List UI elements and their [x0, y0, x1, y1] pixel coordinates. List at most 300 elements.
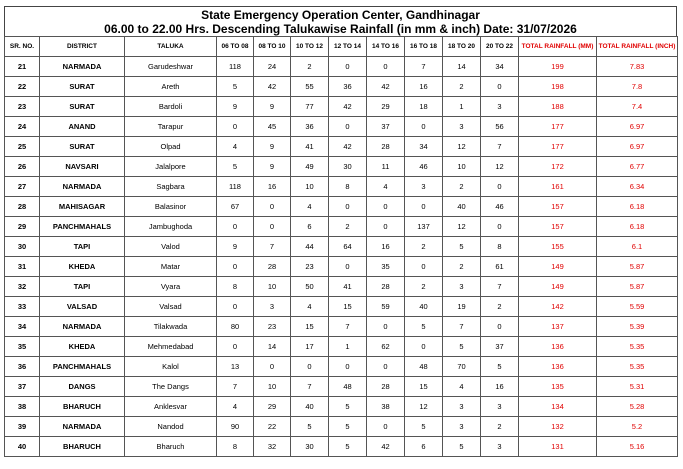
12-to-14-cell: 0: [329, 257, 367, 277]
10-to-12-cell: 41: [291, 137, 329, 157]
col-header-total-inch: TOTAL RAINFALL (INCH): [597, 37, 678, 57]
20-to-22-cell: 0: [481, 217, 519, 237]
10-to-12-cell: 50: [291, 277, 329, 297]
06-to-08-cell: 7: [217, 377, 254, 397]
col-header-taluka: TALUKA: [125, 37, 217, 57]
20-to-22-cell: 3: [481, 397, 519, 417]
taluka-cell: Anklesvar: [125, 397, 217, 417]
16-to-18-cell: 40: [405, 297, 443, 317]
table-row: [5, 337, 678, 357]
total-mm-cell: 136: [519, 357, 597, 377]
06-to-08-cell: 5: [217, 157, 254, 177]
08-to-10-cell: 0: [254, 217, 291, 237]
08-to-10-cell: 10: [254, 377, 291, 397]
10-to-12-cell: 7: [291, 377, 329, 397]
district-cell: DANGS: [40, 377, 125, 397]
18-to-20-cell: 5: [443, 337, 481, 357]
table-body: [5, 57, 678, 457]
20-to-22-cell: 61: [481, 257, 519, 277]
18-to-20-cell: 1: [443, 97, 481, 117]
total-mm-cell: 157: [519, 217, 597, 237]
08-to-10-cell: 22: [254, 417, 291, 437]
taluka-cell: Vyara: [125, 277, 217, 297]
14-to-16-cell: 11: [367, 157, 405, 177]
taluka-cell: Balasinor: [125, 197, 217, 217]
table-row: [5, 377, 678, 397]
20-to-22-cell: 5: [481, 357, 519, 377]
14-to-16-cell: 37: [367, 117, 405, 137]
06-to-08-cell: 13: [217, 357, 254, 377]
10-to-12-cell: 10: [291, 177, 329, 197]
total-mm-cell: 199: [519, 57, 597, 77]
table-row: [5, 437, 678, 457]
table-row: [5, 217, 678, 237]
16-to-18-cell: 6: [405, 437, 443, 457]
total-inch-cell: 5.35: [597, 357, 678, 377]
total-mm-cell: 134: [519, 397, 597, 417]
08-to-10-cell: 0: [254, 197, 291, 217]
district-cell: NARMADA: [40, 177, 125, 197]
14-to-16-cell: 4: [367, 177, 405, 197]
14-to-16-cell: 29: [367, 97, 405, 117]
taluka-cell: Bharuch: [125, 437, 217, 457]
table-row: [5, 357, 678, 377]
rainfall-report: [4, 6, 677, 457]
district-cell: BHARUCH: [40, 397, 125, 417]
district-cell: MAHISAGAR: [40, 197, 125, 217]
sr-no-cell: 40: [5, 437, 40, 457]
20-to-22-cell: 7: [481, 277, 519, 297]
12-to-14-cell: 2: [329, 217, 367, 237]
col-header-08-to-10: 08 TO 10: [254, 37, 291, 57]
total-mm-cell: 177: [519, 117, 597, 137]
18-to-20-cell: 3: [443, 397, 481, 417]
20-to-22-cell: 34: [481, 57, 519, 77]
total-mm-cell: 137: [519, 317, 597, 337]
taluka-cell: Nandod: [125, 417, 217, 437]
taluka-cell: Jambughoda: [125, 217, 217, 237]
16-to-18-cell: 3: [405, 177, 443, 197]
08-to-10-cell: 28: [254, 257, 291, 277]
total-inch-cell: 6.97: [597, 117, 678, 137]
sr-no-cell: 23: [5, 97, 40, 117]
taluka-cell: Olpad: [125, 137, 217, 157]
12-to-14-cell: 30: [329, 157, 367, 177]
06-to-08-cell: 0: [217, 117, 254, 137]
taluka-cell: Kalol: [125, 357, 217, 377]
12-to-14-cell: 5: [329, 437, 367, 457]
18-to-20-cell: 40: [443, 197, 481, 217]
08-to-10-cell: 10: [254, 277, 291, 297]
report-header: [4, 6, 677, 36]
sr-no-cell: 34: [5, 317, 40, 337]
total-inch-cell: 6.97: [597, 137, 678, 157]
18-to-20-cell: 4: [443, 377, 481, 397]
10-to-12-cell: 36: [291, 117, 329, 137]
report-subtitle: 06.00 to 22.00 Hrs. Descending Talukawise Rainfall (in mm & inch) Date: 31/07/2026: [104, 22, 577, 36]
12-to-14-cell: 0: [329, 117, 367, 137]
total-mm-cell: 149: [519, 277, 597, 297]
06-to-08-cell: 9: [217, 97, 254, 117]
08-to-10-cell: 7: [254, 237, 291, 257]
18-to-20-cell: 5: [443, 437, 481, 457]
table-row: [5, 117, 678, 137]
16-to-18-cell: 2: [405, 277, 443, 297]
18-to-20-cell: 2: [443, 177, 481, 197]
20-to-22-cell: 0: [481, 77, 519, 97]
sr-no-cell: 37: [5, 377, 40, 397]
10-to-12-cell: 23: [291, 257, 329, 277]
06-to-08-cell: 118: [217, 57, 254, 77]
taluka-cell: Sagbara: [125, 177, 217, 197]
total-mm-cell: 161: [519, 177, 597, 197]
20-to-22-cell: 7: [481, 137, 519, 157]
col-header-district: DISTRICT: [40, 37, 125, 57]
col-header-14-to-16: 14 TO 16: [367, 37, 405, 57]
12-to-14-cell: 1: [329, 337, 367, 357]
district-cell: TAPI: [40, 277, 125, 297]
14-to-16-cell: 0: [367, 217, 405, 237]
14-to-16-cell: 42: [367, 437, 405, 457]
10-to-12-cell: 55: [291, 77, 329, 97]
10-to-12-cell: 4: [291, 297, 329, 317]
14-to-16-cell: 28: [367, 277, 405, 297]
14-to-16-cell: 35: [367, 257, 405, 277]
district-cell: NARMADA: [40, 57, 125, 77]
18-to-20-cell: 5: [443, 237, 481, 257]
table-row: [5, 77, 678, 97]
total-mm-cell: 198: [519, 77, 597, 97]
sr-no-cell: 31: [5, 257, 40, 277]
total-inch-cell: 7.83: [597, 57, 678, 77]
18-to-20-cell: 14: [443, 57, 481, 77]
district-cell: KHEDA: [40, 257, 125, 277]
06-to-08-cell: 4: [217, 397, 254, 417]
18-to-20-cell: 2: [443, 257, 481, 277]
14-to-16-cell: 38: [367, 397, 405, 417]
10-to-12-cell: 4: [291, 197, 329, 217]
report-title: State Emergency Operation Center, Gandhinagar: [201, 8, 480, 22]
14-to-16-cell: 28: [367, 377, 405, 397]
08-to-10-cell: 9: [254, 157, 291, 177]
table-row: [5, 177, 678, 197]
col-header-06-to-08: 06 TO 08: [217, 37, 254, 57]
16-to-18-cell: 7: [405, 57, 443, 77]
district-cell: PANCHMAHALS: [40, 357, 125, 377]
table-row: [5, 297, 678, 317]
total-inch-cell: 5.59: [597, 297, 678, 317]
total-mm-cell: 155: [519, 237, 597, 257]
08-to-10-cell: 14: [254, 337, 291, 357]
sr-no-cell: 29: [5, 217, 40, 237]
sr-no-cell: 26: [5, 157, 40, 177]
total-inch-cell: 5.2: [597, 417, 678, 437]
total-mm-cell: 142: [519, 297, 597, 317]
sr-no-cell: 25: [5, 137, 40, 157]
district-cell: PANCHMAHALS: [40, 217, 125, 237]
total-inch-cell: 5.39: [597, 317, 678, 337]
06-to-08-cell: 67: [217, 197, 254, 217]
14-to-16-cell: 0: [367, 317, 405, 337]
table-row: [5, 397, 678, 417]
sr-no-cell: 27: [5, 177, 40, 197]
total-inch-cell: 5.28: [597, 397, 678, 417]
district-cell: TAPI: [40, 237, 125, 257]
10-to-12-cell: 0: [291, 357, 329, 377]
table-row: [5, 277, 678, 297]
10-to-12-cell: 49: [291, 157, 329, 177]
14-to-16-cell: 0: [367, 197, 405, 217]
district-cell: SURAT: [40, 77, 125, 97]
20-to-22-cell: 37: [481, 337, 519, 357]
total-mm-cell: 149: [519, 257, 597, 277]
col-header-16-to-18: 16 TO 18: [405, 37, 443, 57]
16-to-18-cell: 46: [405, 157, 443, 177]
table-row: [5, 137, 678, 157]
18-to-20-cell: 3: [443, 417, 481, 437]
06-to-08-cell: 4: [217, 137, 254, 157]
16-to-18-cell: 15: [405, 377, 443, 397]
total-mm-cell: 188: [519, 97, 597, 117]
20-to-22-cell: 56: [481, 117, 519, 137]
taluka-cell: Tarapur: [125, 117, 217, 137]
10-to-12-cell: 40: [291, 397, 329, 417]
20-to-22-cell: 3: [481, 97, 519, 117]
table-row: [5, 257, 678, 277]
district-cell: VALSAD: [40, 297, 125, 317]
12-to-14-cell: 7: [329, 317, 367, 337]
08-to-10-cell: 24: [254, 57, 291, 77]
sr-no-cell: 33: [5, 297, 40, 317]
header-row: [5, 37, 678, 57]
district-cell: NARMADA: [40, 317, 125, 337]
14-to-16-cell: 0: [367, 57, 405, 77]
total-mm-cell: 177: [519, 137, 597, 157]
16-to-18-cell: 48: [405, 357, 443, 377]
12-to-14-cell: 0: [329, 357, 367, 377]
12-to-14-cell: 5: [329, 417, 367, 437]
08-to-10-cell: 9: [254, 137, 291, 157]
sr-no-cell: 28: [5, 197, 40, 217]
taluka-cell: Valod: [125, 237, 217, 257]
taluka-cell: Jalalpore: [125, 157, 217, 177]
10-to-12-cell: 15: [291, 317, 329, 337]
16-to-18-cell: 18: [405, 97, 443, 117]
12-to-14-cell: 0: [329, 57, 367, 77]
12-to-14-cell: 36: [329, 77, 367, 97]
district-cell: NARMADA: [40, 417, 125, 437]
total-inch-cell: 7.8: [597, 77, 678, 97]
12-to-14-cell: 5: [329, 397, 367, 417]
sr-no-cell: 39: [5, 417, 40, 437]
table-row: [5, 57, 678, 77]
16-to-18-cell: 12: [405, 397, 443, 417]
total-mm-cell: 136: [519, 337, 597, 357]
sr-no-cell: 32: [5, 277, 40, 297]
col-header-12-to-14: 12 TO 14: [329, 37, 367, 57]
06-to-08-cell: 80: [217, 317, 254, 337]
total-inch-cell: 5.87: [597, 257, 678, 277]
total-inch-cell: 5.87: [597, 277, 678, 297]
district-cell: ANAND: [40, 117, 125, 137]
16-to-18-cell: 137: [405, 217, 443, 237]
total-inch-cell: 6.34: [597, 177, 678, 197]
08-to-10-cell: 0: [254, 357, 291, 377]
06-to-08-cell: 8: [217, 277, 254, 297]
20-to-22-cell: 2: [481, 297, 519, 317]
10-to-12-cell: 5: [291, 417, 329, 437]
06-to-08-cell: 118: [217, 177, 254, 197]
col-header-total-mm: TOTAL RAINFALL (MM): [519, 37, 597, 57]
06-to-08-cell: 9: [217, 237, 254, 257]
18-to-20-cell: 19: [443, 297, 481, 317]
20-to-22-cell: 16: [481, 377, 519, 397]
total-mm-cell: 135: [519, 377, 597, 397]
12-to-14-cell: 8: [329, 177, 367, 197]
08-to-10-cell: 32: [254, 437, 291, 457]
district-cell: KHEDA: [40, 337, 125, 357]
10-to-12-cell: 6: [291, 217, 329, 237]
18-to-20-cell: 7: [443, 317, 481, 337]
sr-no-cell: 36: [5, 357, 40, 377]
08-to-10-cell: 16: [254, 177, 291, 197]
16-to-18-cell: 0: [405, 117, 443, 137]
14-to-16-cell: 0: [367, 357, 405, 377]
16-to-18-cell: 16: [405, 77, 443, 97]
16-to-18-cell: 0: [405, 257, 443, 277]
06-to-08-cell: 8: [217, 437, 254, 457]
06-to-08-cell: 0: [217, 217, 254, 237]
06-to-08-cell: 0: [217, 257, 254, 277]
14-to-16-cell: 62: [367, 337, 405, 357]
taluka-cell: Bardoli: [125, 97, 217, 117]
table-row: [5, 197, 678, 217]
08-to-10-cell: 3: [254, 297, 291, 317]
taluka-cell: The Dangs: [125, 377, 217, 397]
col-header-10-to-12: 10 TO 12: [291, 37, 329, 57]
20-to-22-cell: 46: [481, 197, 519, 217]
10-to-12-cell: 44: [291, 237, 329, 257]
18-to-20-cell: 12: [443, 137, 481, 157]
08-to-10-cell: 9: [254, 97, 291, 117]
district-cell: NAVSARI: [40, 157, 125, 177]
12-to-14-cell: 15: [329, 297, 367, 317]
14-to-16-cell: 0: [367, 417, 405, 437]
total-inch-cell: 7.4: [597, 97, 678, 117]
12-to-14-cell: 41: [329, 277, 367, 297]
12-to-14-cell: 42: [329, 137, 367, 157]
16-to-18-cell: 5: [405, 317, 443, 337]
sr-no-cell: 38: [5, 397, 40, 417]
table-row: [5, 157, 678, 177]
12-to-14-cell: 64: [329, 237, 367, 257]
18-to-20-cell: 10: [443, 157, 481, 177]
total-mm-cell: 172: [519, 157, 597, 177]
taluka-cell: Mehmedabad: [125, 337, 217, 357]
total-inch-cell: 5.16: [597, 437, 678, 457]
14-to-16-cell: 42: [367, 77, 405, 97]
18-to-20-cell: 70: [443, 357, 481, 377]
total-inch-cell: 5.35: [597, 337, 678, 357]
col-header-20-to-22: 20 TO 22: [481, 37, 519, 57]
20-to-22-cell: 0: [481, 177, 519, 197]
16-to-18-cell: 0: [405, 197, 443, 217]
16-to-18-cell: 34: [405, 137, 443, 157]
total-inch-cell: 6.1: [597, 237, 678, 257]
total-inch-cell: 5.31: [597, 377, 678, 397]
10-to-12-cell: 30: [291, 437, 329, 457]
12-to-14-cell: 42: [329, 97, 367, 117]
district-cell: SURAT: [40, 137, 125, 157]
total-mm-cell: 157: [519, 197, 597, 217]
18-to-20-cell: 12: [443, 217, 481, 237]
district-cell: BHARUCH: [40, 437, 125, 457]
08-to-10-cell: 29: [254, 397, 291, 417]
20-to-22-cell: 0: [481, 317, 519, 337]
taluka-cell: Areth: [125, 77, 217, 97]
20-to-22-cell: 2: [481, 417, 519, 437]
18-to-20-cell: 3: [443, 277, 481, 297]
14-to-16-cell: 59: [367, 297, 405, 317]
district-cell: SURAT: [40, 97, 125, 117]
06-to-08-cell: 90: [217, 417, 254, 437]
08-to-10-cell: 45: [254, 117, 291, 137]
col-header-sr-no: SR. NO.: [5, 37, 40, 57]
table-row: [5, 317, 678, 337]
sr-no-cell: 30: [5, 237, 40, 257]
sr-no-cell: 22: [5, 77, 40, 97]
12-to-14-cell: 48: [329, 377, 367, 397]
taluka-cell: Valsad: [125, 297, 217, 317]
table-row: [5, 237, 678, 257]
18-to-20-cell: 2: [443, 77, 481, 97]
table-row: [5, 417, 678, 437]
12-to-14-cell: 0: [329, 197, 367, 217]
10-to-12-cell: 2: [291, 57, 329, 77]
rainfall-table: [4, 36, 678, 457]
14-to-16-cell: 28: [367, 137, 405, 157]
sr-no-cell: 21: [5, 57, 40, 77]
20-to-22-cell: 8: [481, 237, 519, 257]
total-mm-cell: 132: [519, 417, 597, 437]
06-to-08-cell: 5: [217, 77, 254, 97]
10-to-12-cell: 17: [291, 337, 329, 357]
06-to-08-cell: 0: [217, 337, 254, 357]
06-to-08-cell: 0: [217, 297, 254, 317]
18-to-20-cell: 3: [443, 117, 481, 137]
16-to-18-cell: 5: [405, 417, 443, 437]
16-to-18-cell: 2: [405, 237, 443, 257]
20-to-22-cell: 3: [481, 437, 519, 457]
total-inch-cell: 6.77: [597, 157, 678, 177]
sr-no-cell: 35: [5, 337, 40, 357]
sr-no-cell: 24: [5, 117, 40, 137]
10-to-12-cell: 77: [291, 97, 329, 117]
taluka-cell: Matar: [125, 257, 217, 277]
table-row: [5, 97, 678, 117]
taluka-cell: Garudeshwar: [125, 57, 217, 77]
20-to-22-cell: 12: [481, 157, 519, 177]
total-mm-cell: 131: [519, 437, 597, 457]
08-to-10-cell: 23: [254, 317, 291, 337]
total-inch-cell: 6.18: [597, 197, 678, 217]
14-to-16-cell: 16: [367, 237, 405, 257]
16-to-18-cell: 0: [405, 337, 443, 357]
total-inch-cell: 6.18: [597, 217, 678, 237]
col-header-18-to-20: 18 TO 20: [443, 37, 481, 57]
taluka-cell: Tilakwada: [125, 317, 217, 337]
08-to-10-cell: 42: [254, 77, 291, 97]
